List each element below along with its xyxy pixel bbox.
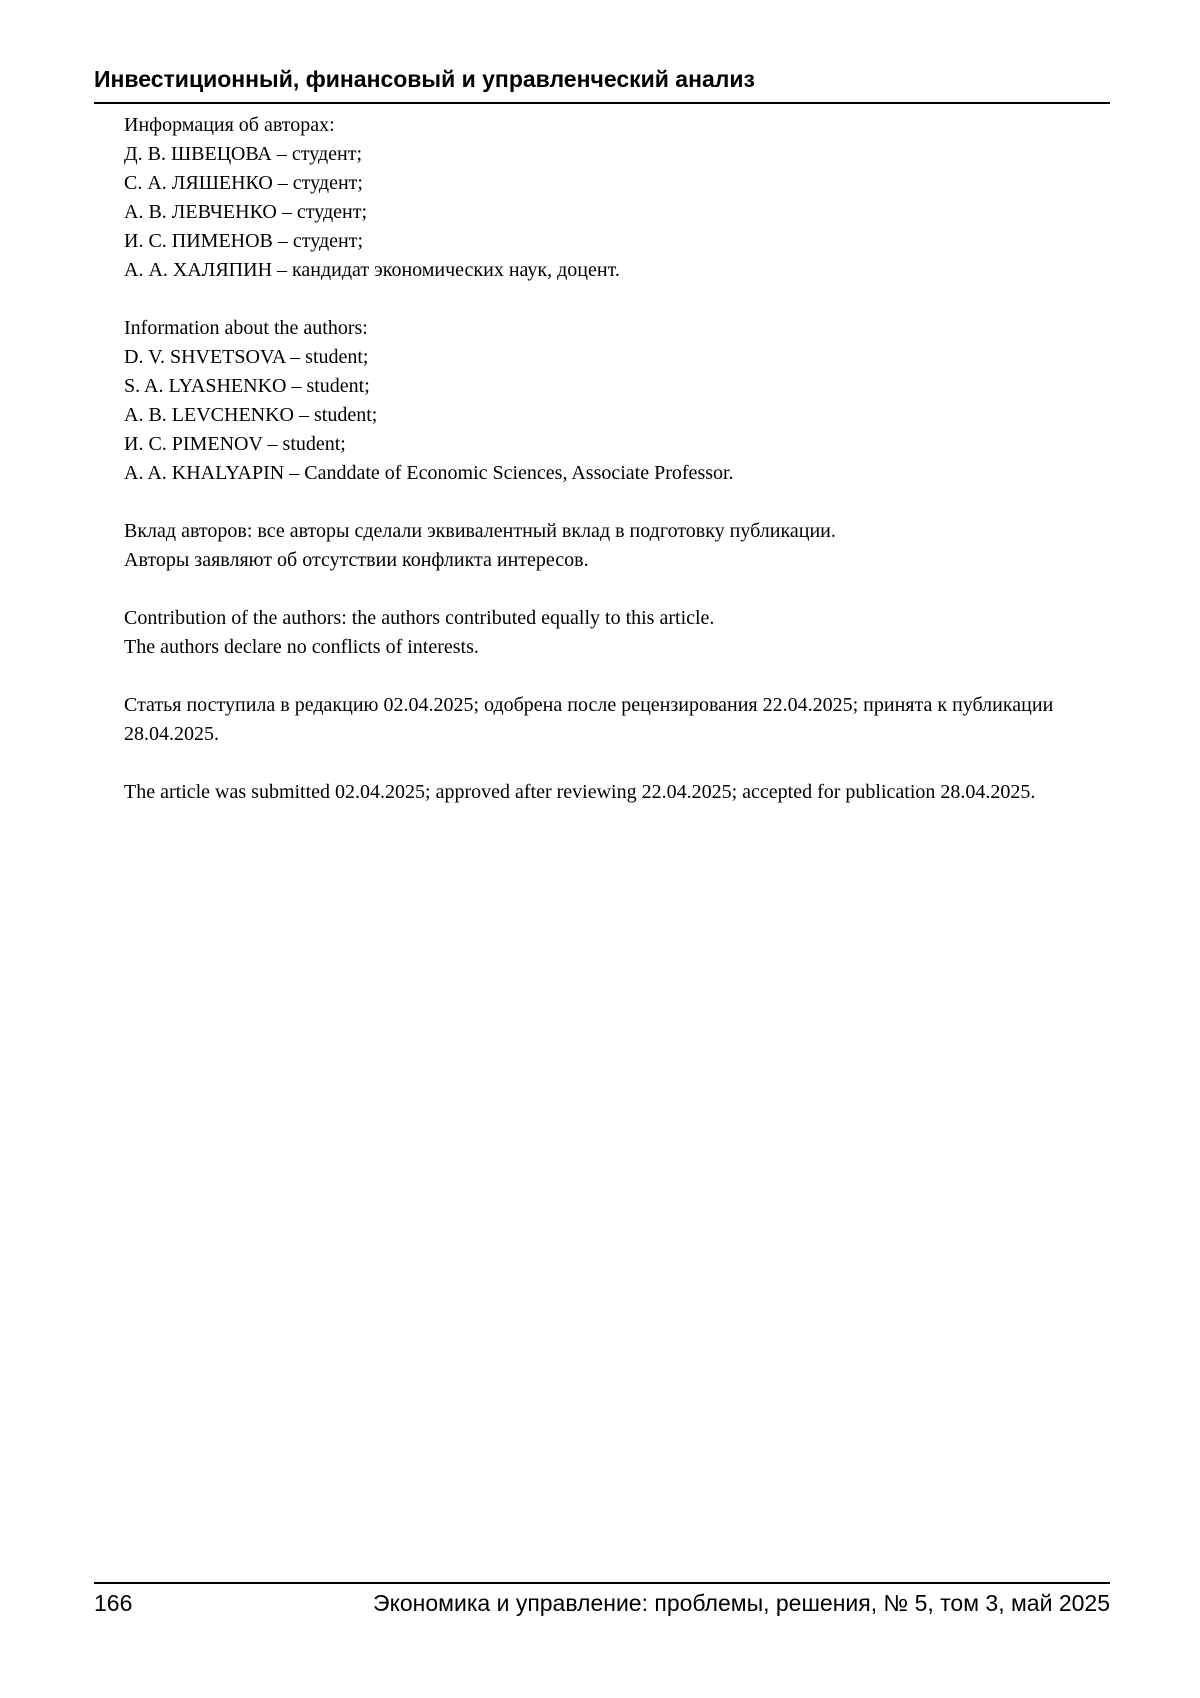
author-item: D. V. SHVETSOVA – student; [124, 346, 369, 368]
journal-issue-info: Экономика и управление: проблемы, решения, № 5, том 3, май 2025 [373, 1590, 1110, 1616]
conflict-line: Авторы заявляют об отсутствии конфликта интересов. [124, 549, 589, 571]
author-item: А. В. ЛЕВЧЕНКО – студент; [124, 201, 367, 223]
contribution-line: Contribution of the authors: the authors contributed equally to this article. [124, 607, 715, 629]
author-item: И. С. ПИМЕНОВ – студент; [124, 230, 364, 252]
dates-en [124, 778, 1084, 807]
conflict-line: The authors declare no conflicts of interests. [124, 636, 479, 658]
page-content [124, 111, 1084, 807]
contribution-line: Вклад авторов: все авторы сделали эквивалентный вклад в подготовку публикации. [124, 520, 836, 542]
authors-info-en [124, 314, 1084, 488]
running-title: Инвестиционный, финансовый и управленческий анализ [94, 66, 755, 92]
author-item: С. А. ЛЯШЕНКО – студент; [124, 172, 363, 194]
author-item: Д. В. ШВЕЦОВА – студент; [124, 143, 363, 165]
author-item: A. A. KHALYAPIN – Canddate of Economic Sciences, Associate Professor. [124, 462, 734, 484]
author-item: S. A. LYASHENKO – student; [124, 375, 370, 397]
author-item: И. С. PIMENOV – student; [124, 433, 346, 455]
page-number: 166 [94, 1590, 133, 1616]
authors-heading-ru: Информация об авторах: [124, 114, 335, 136]
authors-info-ru [124, 111, 1084, 285]
author-item: A. B. LEVCHENKO – student; [124, 404, 378, 426]
header-rule [94, 102, 1110, 104]
dates-ru [124, 691, 1084, 749]
author-item: А. А. ХАЛЯПИН – кандидат экономических наук, доцент. [124, 259, 620, 281]
footer-rule [94, 1582, 1110, 1584]
submission-dates-ru: Статья поступила в редакцию 02.04.2025; одобрена после рецензирования 22.04.2025; принята к публикации 28.04.2025. [124, 694, 1054, 745]
authors-heading-en: Information about the authors: [124, 317, 368, 339]
contribution-en [124, 604, 1084, 662]
submission-dates-en: The article was submitted 02.04.2025; approved after reviewing 22.04.2025; accepted for publication 28.04.2025. [124, 781, 1036, 803]
contribution-ru [124, 517, 1084, 575]
